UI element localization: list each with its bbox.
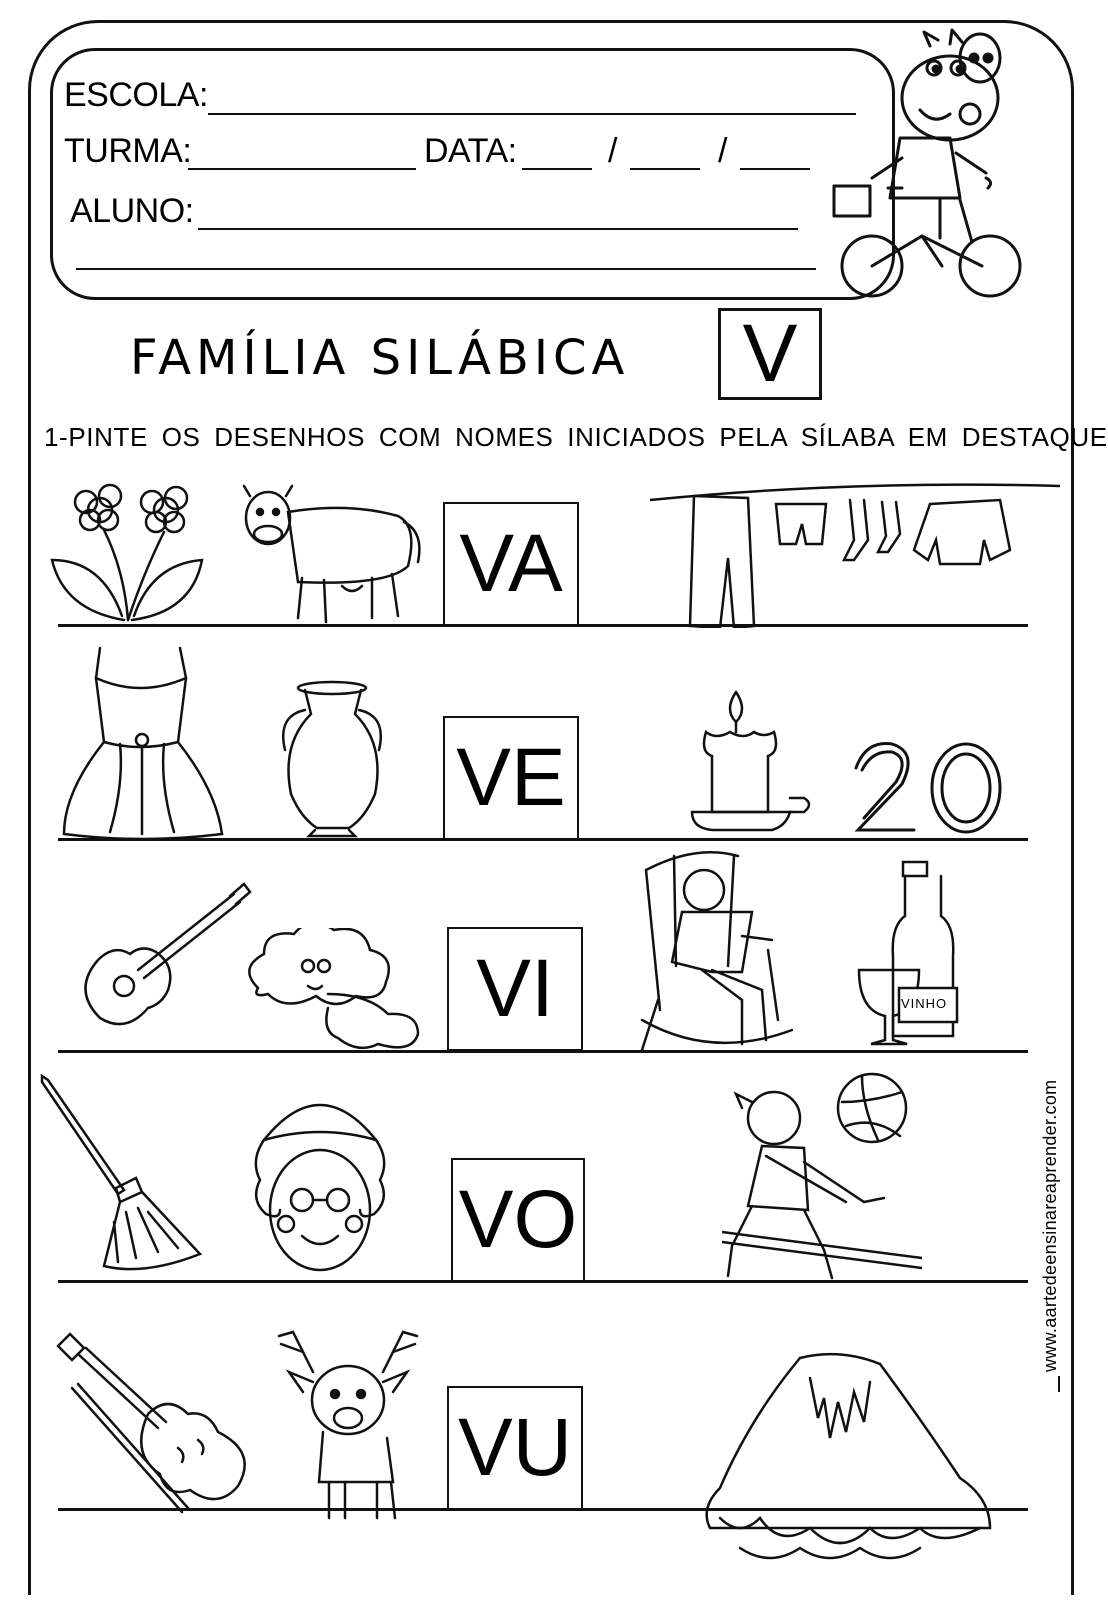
date-year-line[interactable] (740, 168, 810, 170)
grandma-picture[interactable] (250, 1100, 390, 1280)
guitar-picture[interactable] (78, 880, 253, 1030)
violin-picture[interactable] (48, 1328, 248, 1518)
syllable-box-va: VA (443, 502, 579, 626)
title-letter-box: V (718, 308, 822, 400)
website-text: www.aartedeensinareaprender.com (1040, 1079, 1060, 1372)
extra-line[interactable] (76, 268, 816, 270)
turma-label: TURMA: (64, 132, 192, 170)
volcano-picture[interactable] (700, 1348, 1000, 1578)
data-label: DATA: (424, 132, 517, 170)
answer-line-vo[interactable] (58, 1280, 1028, 1283)
wine-bottle-picture[interactable] (855, 860, 965, 1050)
instruction-text: 1-PINTE OS DESENHOS COM NOMES INICIADOS PELA SÍLABA EM DESTAQUE (44, 422, 1108, 452)
answer-line-vu[interactable] (58, 1508, 1028, 1511)
escola-line[interactable] (208, 113, 856, 115)
escola-label: ESCOLA: (64, 76, 208, 114)
old-man-rocking-chair-picture[interactable] (638, 850, 793, 1060)
peppa-bike-picture (830, 28, 1030, 303)
vase-picture[interactable] (275, 680, 390, 838)
syllable-box-vu: VU (447, 1386, 583, 1510)
wine-label-text: VINHO (901, 996, 948, 1011)
aluno-label: ALUNO: (70, 192, 194, 230)
syllable-box-vi: VI (447, 927, 583, 1051)
date-separator-2: / (718, 132, 727, 170)
number-twenty-picture[interactable] (848, 738, 1008, 838)
syllable-box-vo: VO (451, 1158, 585, 1282)
answer-line-va[interactable] (58, 624, 1028, 627)
candle-picture[interactable] (688, 688, 813, 838)
side-divider (1058, 1376, 1060, 1392)
violet-flowers-picture[interactable] (48, 480, 208, 625)
date-separator-1: / (608, 132, 617, 170)
wind-cloud-picture[interactable] (238, 928, 426, 1053)
aluno-line[interactable] (198, 228, 798, 230)
date-day-line[interactable] (522, 168, 592, 170)
page-title: FAMÍLIA SILÁBICA (130, 330, 630, 386)
date-month-line[interactable] (630, 168, 700, 170)
broom-picture[interactable] (38, 1072, 206, 1282)
volleyball-player-picture[interactable] (722, 1072, 922, 1282)
cow-picture[interactable] (232, 482, 432, 630)
syllable-box-ve: VE (443, 716, 579, 840)
turma-line[interactable] (188, 168, 416, 170)
reindeer-picture[interactable] (273, 1322, 423, 1522)
answer-line-vi[interactable] (58, 1050, 1028, 1053)
dress-picture[interactable] (60, 644, 225, 839)
clothesline-picture[interactable] (650, 478, 1060, 628)
answer-line-ve[interactable] (58, 838, 1028, 841)
